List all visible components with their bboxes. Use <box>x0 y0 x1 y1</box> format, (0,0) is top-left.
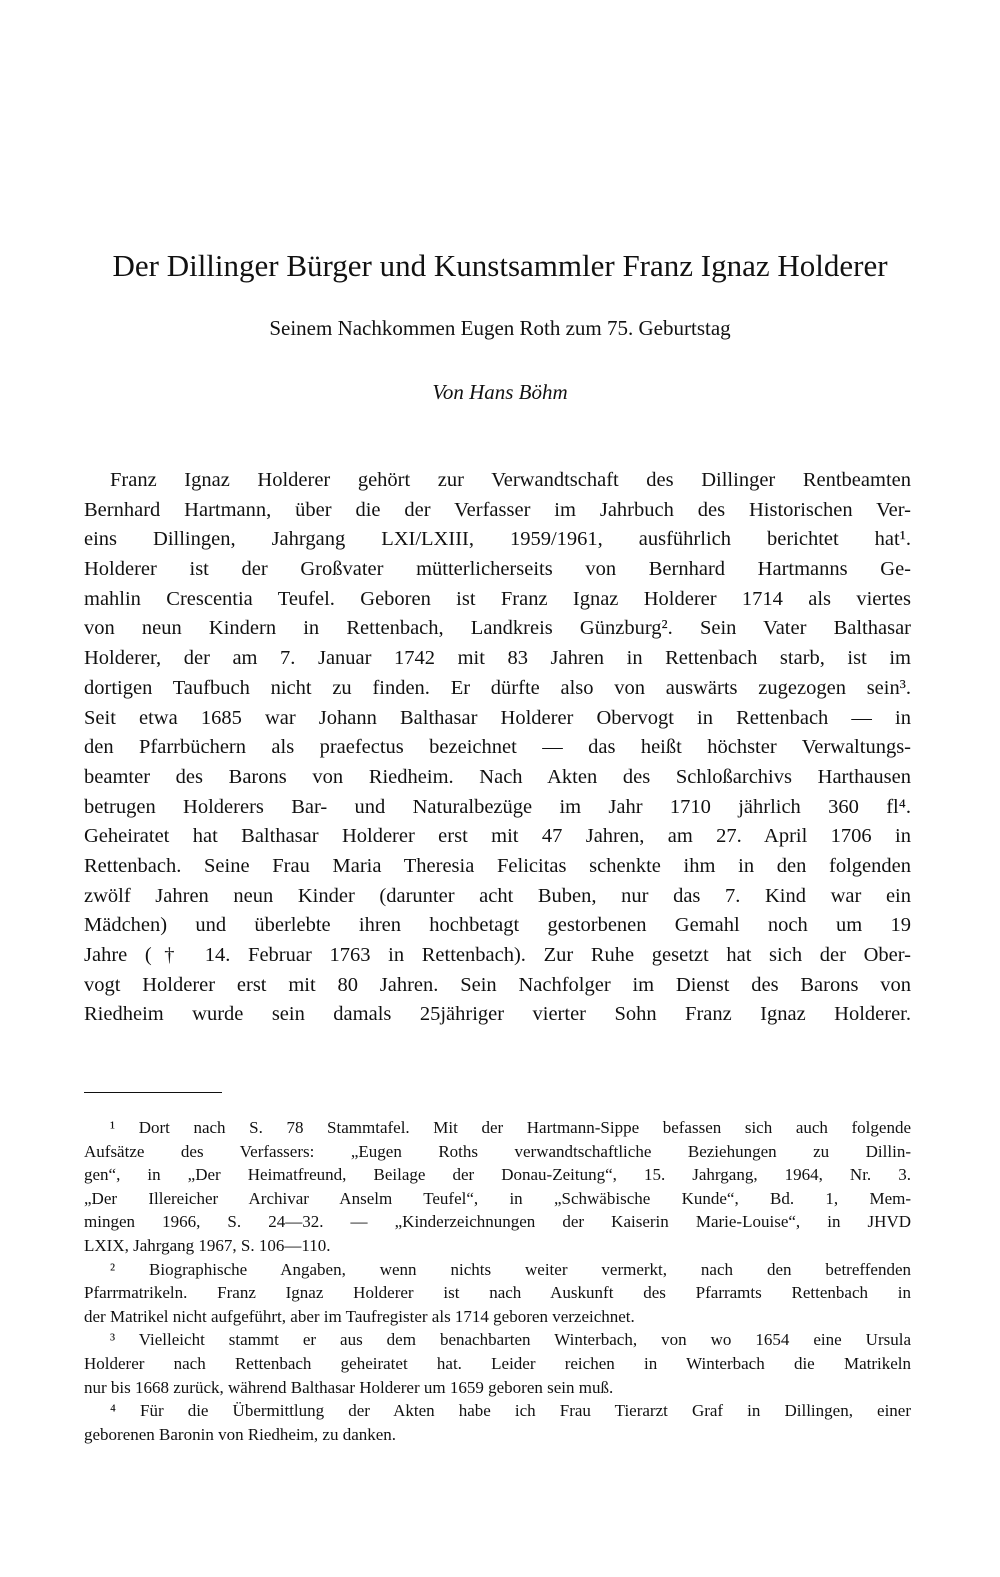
body-line: betrugen Holderers Bar- und Naturalbezüge im Jahr 1710 jährlich 360 fl⁴. <box>84 795 911 818</box>
footnote-1-line: „Der Illereicher Archivar Anselm Teufel“, in „Schwäbische Kunde“, Bd. 1, Mem- <box>84 1188 911 1208</box>
footnote-3-line: nur bis 1668 zurück, während Balthasar Holderer um 1659 geboren sein muß. <box>84 1377 614 1397</box>
body-line: zwölf Jahren neun Kinder (darunter acht Buben, nur das 7. Kind war ein <box>84 884 911 907</box>
footnotes <box>84 1116 911 1446</box>
footnote-1-line: ¹ Dort nach S. 78 Stammtafel. Mit der Hartmann-Sippe befassen sich auch folgende <box>110 1118 911 1137</box>
footnote-separator <box>84 1092 222 1093</box>
footnote-2-line: ² Biographische Angaben, wenn nichts weiter vermerkt, nach den betreffenden <box>110 1259 911 1279</box>
body-line: Seit etwa 1685 war Johann Balthasar Holderer Obervogt in Rettenbach — in <box>84 706 911 729</box>
body-line: eins Dillingen, Jahrgang LXI/LXIII, 1959/1961, ausführlich berichtet hat¹. <box>84 528 911 551</box>
article-dedication: Seinem Nachkommen Eugen Roth zum 75. Geburtstag <box>269 316 731 340</box>
body-line: beamter des Barons von Riedheim. Nach Akten des Schloßarchivs Harthausen <box>84 765 911 788</box>
body-line: Geheiratet hat Balthasar Holderer erst mit 47 Jahren, am 27. April 1706 in <box>84 825 911 848</box>
article-author: Von Hans Böhm <box>432 380 568 404</box>
body-line: von neun Kindern in Rettenbach, Landkreis Günzburg². Sein Vater Balthasar <box>84 617 911 640</box>
footnote-3-line: ³ Vielleicht stammt er aus dem benachbarten Winterbach, von wo 1654 eine Ursula <box>110 1330 911 1350</box>
body-paragraph <box>84 466 911 1030</box>
footnote-2-line: der Matrikel nicht aufgeführt, aber im Taufregister als 1714 geboren verzeichnet. <box>84 1306 635 1326</box>
body-line: mahlin Crescentia Teufel. Geboren ist Franz Ignaz Holderer 1714 als viertes <box>84 587 911 610</box>
body-line: dortigen Taufbuch nicht zu finden. Er dürfte also von auswärts zugezogen sein³. <box>84 676 911 699</box>
footnote-1-line: Aufsätze des Verfassers: „Eugen Roths verwandtschaftliche Beziehungen zu Dillin- <box>84 1141 911 1161</box>
body-line: vogt Holderer erst mit 80 Jahren. Sein Nachfolger im Dienst des Barons von <box>84 973 911 996</box>
body-line: Riedheim wurde sein damals 25jähriger vierter Sohn Franz Ignaz Holderer. <box>84 1003 911 1026</box>
article-title: Der Dillinger Bürger und Kunstsammler Franz Ignaz Holderer <box>112 248 888 283</box>
footnote-1-line: LXIX, Jahrgang 1967, S. 106—110. <box>84 1235 331 1255</box>
footnote-4-line: ⁴ Für die Übermittlung der Akten habe ich Frau Tierarzt Graf in Dillingen, einer <box>110 1401 911 1421</box>
footnote-1-line: gen“, in „Der Heimatfreund, Beilage der Donau-Zeitung“, 15. Jahrgang, 1964, Nr. 3. <box>84 1165 911 1185</box>
body-line: Holderer ist der Großvater mütterlicherseits von Bernhard Hartmanns Ge- <box>84 558 911 581</box>
footnote-1-line: mingen 1966, S. 24—32. — „Kinderzeichnungen der Kaiserin Marie-Louise“, in JHVD <box>84 1212 911 1232</box>
footnote-4-line: geborenen Baronin von Riedheim, zu danken. <box>84 1424 397 1444</box>
body-line: Mädchen) und überlebte ihren hochbetagt gestorbenen Gemahl noch um 19 <box>84 914 911 937</box>
body-line: Jahre († 14. Februar 1763 in Rettenbach). Zur Ruhe gesetzt hat sich der Ober- <box>84 944 911 966</box>
body-line: den Pfarrbüchern als praefectus bezeichnet — das heißt höchster Verwaltungs- <box>84 736 911 759</box>
body-line: Rettenbach. Seine Frau Maria Theresia Felicitas schenkte ihm in den folgenden <box>84 854 911 877</box>
footnote-3-line: Holderer nach Rettenbach geheiratet hat. Leider reichen in Winterbach die Matrikeln <box>84 1353 911 1373</box>
body-line: Franz Ignaz Holderer gehört zur Verwandtschaft des Dillinger Rentbeamten <box>110 469 911 491</box>
body-line: Bernhard Hartmann, über die der Verfasser im Jahrbuch des Historischen Ver- <box>84 498 911 521</box>
footnote-2-line: Pfarrmatrikeln. Franz Ignaz Holderer ist nach Auskunft des Pfarramts Rettenbach in <box>84 1283 911 1303</box>
body-line: Holderer, der am 7. Januar 1742 mit 83 Jahren in Rettenbach starb, ist im <box>84 647 911 670</box>
